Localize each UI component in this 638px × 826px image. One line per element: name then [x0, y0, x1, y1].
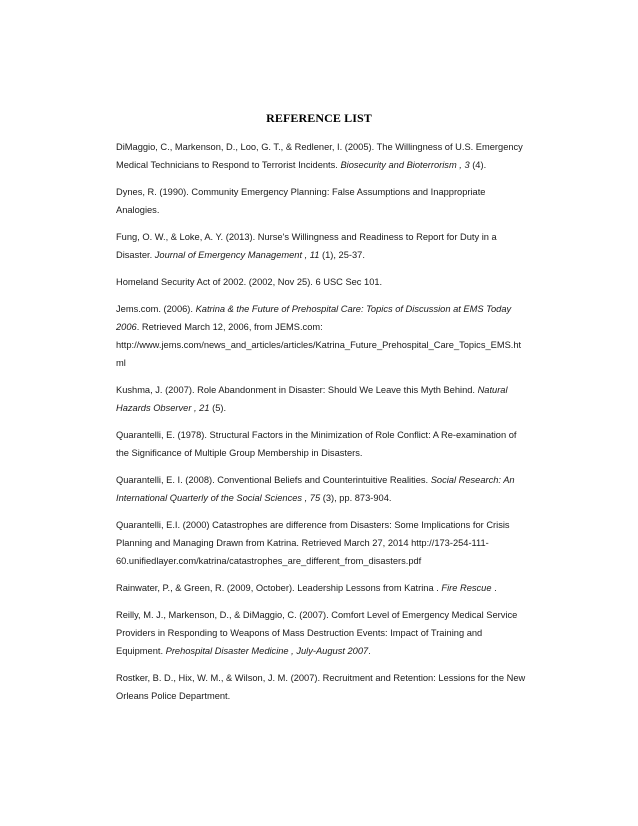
reference-item — [116, 183, 528, 219]
reference-item — [116, 516, 528, 570]
reference-tail: . — [368, 646, 371, 656]
reference-tail: (5). — [209, 403, 227, 413]
reference-text: Homeland Security Act of 2002. (2002, Nov 25). 6 USC Sec 101. — [116, 277, 383, 287]
reference-text: Rainwater, P., & Green, R. (2009, October). Leadership Lessons from Katrina . — [116, 583, 442, 593]
reference-list — [116, 138, 528, 714]
reference-text: Quarantelli, E.I. (2000) Catastrophes are difference from Disasters: Some Implications for Crisis Planning and Managing Drawn from Katrina. Retrieved March 27, 2014 http://173-254-111-60.unifiedlayer.com/katrina/catastrophes_are_different_from_disasters.pdf — [116, 520, 510, 566]
reference-text: Dynes, R. (1990). Community Emergency Planning: False Assumptions and Inappropriate Analogies. — [116, 187, 486, 215]
reference-source: Journal of Emergency Management , 11 — [154, 250, 320, 260]
reference-source: Fire Rescue — [441, 583, 492, 593]
reference-item — [116, 381, 528, 417]
reference-tail: (3), pp. 873-904. — [320, 493, 392, 503]
reference-text: Quarantelli, E. (1978). Structural Factors in the Minimization of Role Conflict: A Re-examination of the Significance of Multiple Group Membership in Disasters. — [116, 430, 517, 458]
page-title: REFERENCE LIST — [266, 111, 372, 125]
reference-item — [116, 471, 528, 507]
reference-item — [116, 579, 528, 597]
reference-tail: (4). — [469, 160, 487, 170]
reference-text: Quarantelli, E. I. (2008). Conventional Beliefs and Counterintuitive Realities. — [116, 475, 431, 485]
reference-tail: (1), 25-37. — [319, 250, 365, 260]
reference-item — [116, 426, 528, 462]
reference-text: Jems.com. (2006). — [116, 304, 196, 314]
reference-item — [116, 300, 528, 372]
reference-item — [116, 273, 528, 291]
reference-text: Reilly, M. J., Markenson, D., & DiMaggio, C. (2007). Comfort Level of Emergency Medical Service Providers in Responding to Weapons of Mass Destruction Events: Impact of Training and Equipment. — [116, 610, 518, 656]
reference-item — [116, 228, 528, 264]
reference-item — [116, 669, 528, 705]
reference-tail: . — [491, 583, 497, 593]
reference-item — [116, 606, 528, 660]
reference-text: Fung, O. W., & Loke, A. Y. (2013). Nurse's Willingness and Readiness to Report for Duty in a Disaster. — [116, 232, 497, 260]
reference-text: Kushma, J. (2007). Role Abandonment in Disaster: Should We Leave this Myth Behind. — [116, 385, 478, 395]
reference-source: Social Research: An International Quarterly of the Social Sciences , 75 — [116, 475, 515, 503]
reference-source: Katrina & the Future of Prehospital Care: Topics of Discussion at EMS Today 2006 — [116, 304, 512, 332]
reference-source: Natural Hazards Observer , 21 — [116, 385, 508, 413]
reference-source: Biosecurity and Bioterrorism , 3 — [340, 160, 470, 170]
reference-tail: . Retrieved March 12, 2006, from JEMS.com: http://www.jems.com/news_and_articles/articles/Katrina_Future_Prehospital_Care_Topics_EMS.html — [116, 322, 522, 368]
reference-item — [116, 138, 528, 174]
reference-text: DiMaggio, C., Markenson, D., Loo, G. T., & Redlener, I. (2005). The Willingness of U.S. Emergency Medical Technicians to Respond to Terrorist Incidents. — [116, 142, 523, 170]
reference-source: Prehospital Disaster Medicine , July-August 2007 — [165, 646, 369, 656]
reference-text: Rostker, B. D., Hix, W. M., & Wilson, J. M. (2007). Recruitment and Retention: Lessions for the New Orleans Police Department. — [116, 673, 526, 701]
